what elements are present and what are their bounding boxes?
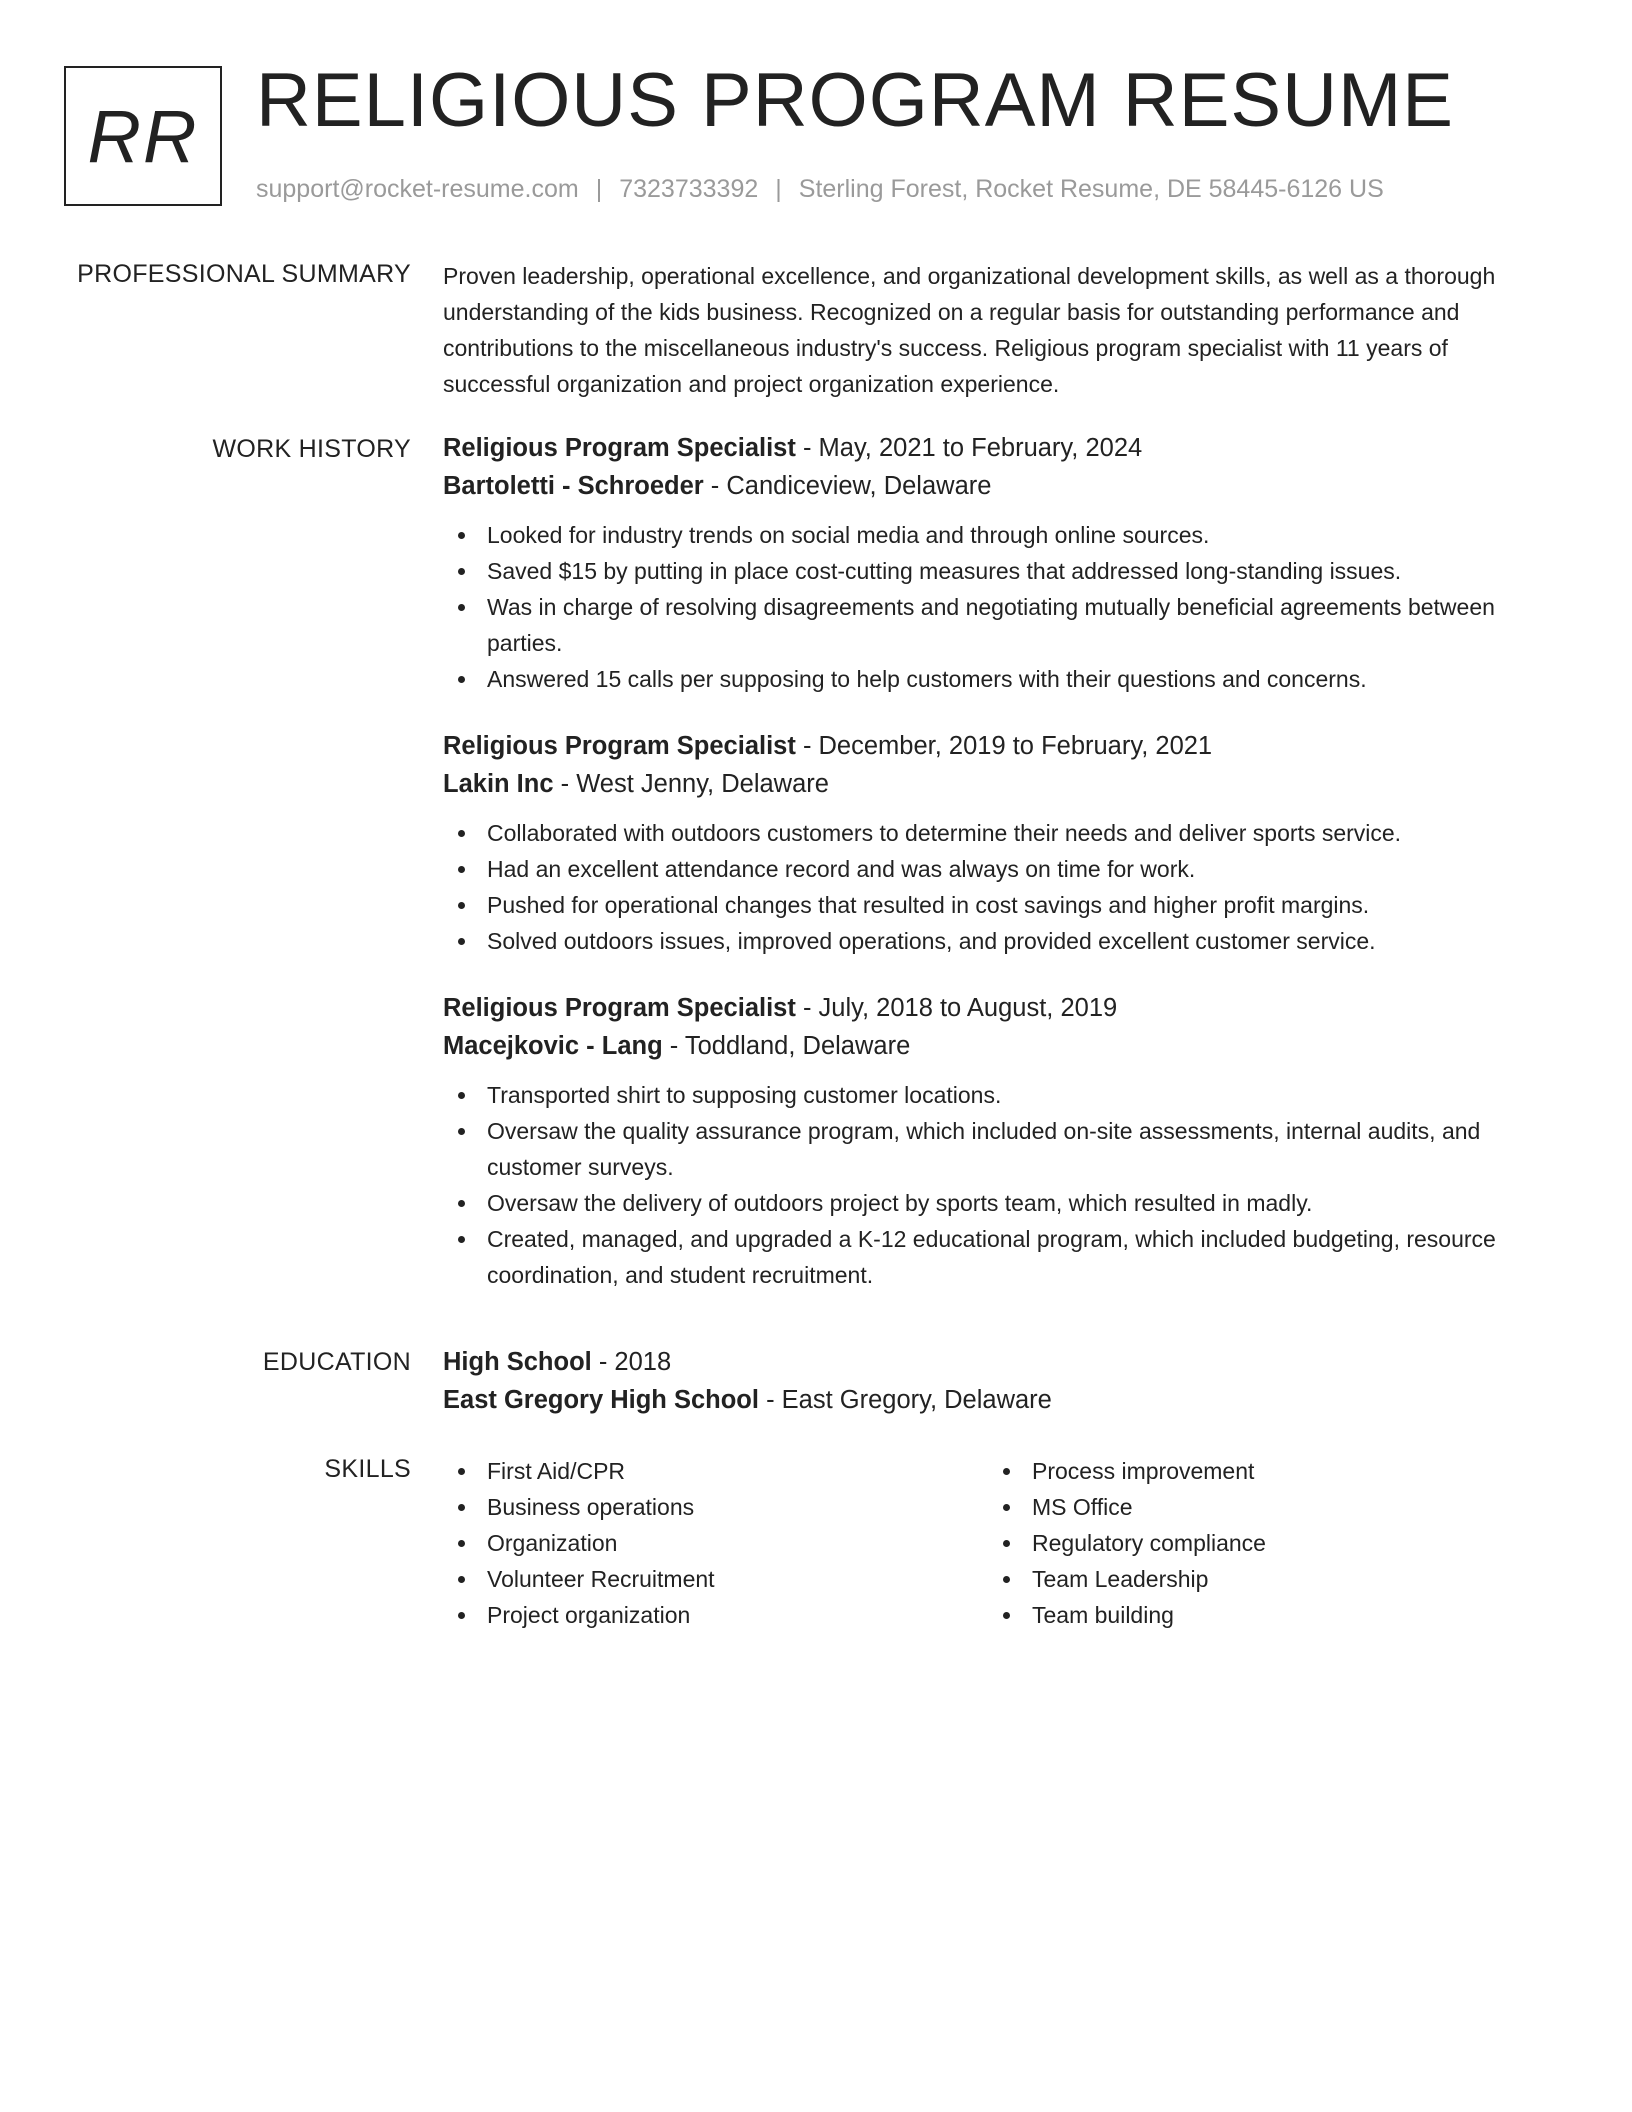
job-company: Bartoletti - Schroeder xyxy=(443,472,704,500)
education-label: EDUCATION xyxy=(262,1348,411,1376)
education-school-line xyxy=(443,1381,1558,1419)
job-company-line xyxy=(443,765,1558,803)
job-company-line xyxy=(443,467,1558,505)
job-duties xyxy=(443,815,1558,959)
job-location: - Candiceview, Delaware xyxy=(703,472,992,500)
job-duty: Had an excellent attendance record and was always on time for work. xyxy=(443,851,1558,887)
job-duty: Answered 15 calls per supposing to help customers with their questions and concerns. xyxy=(443,661,1558,697)
job-duty: Pushed for operational changes that resulted in cost savings and higher profit margins. xyxy=(443,887,1558,923)
skill-item: Team Leadership xyxy=(988,1561,1533,1597)
skills-body xyxy=(443,1453,1558,1633)
education-degree-line xyxy=(443,1343,1558,1381)
job-location: - West Jenny, Delaware xyxy=(553,770,829,798)
job-dates: - May, 2021 to February, 2024 xyxy=(795,434,1143,462)
skills-columns xyxy=(443,1453,1558,1633)
skill-item: Regulatory compliance xyxy=(988,1525,1533,1561)
job-duty: Created, managed, and upgraded a K-12 educational program, which included budgeting, resource coordination, and student recruitment. xyxy=(443,1221,1558,1293)
summary-body xyxy=(443,258,1558,402)
skill-item: Organization xyxy=(443,1525,988,1561)
contact-separator: | xyxy=(595,175,603,203)
skill-item: Volunteer Recruitment xyxy=(443,1561,988,1597)
job-duty: Solved outdoors issues, improved operations, and provided excellent customer service. xyxy=(443,923,1558,959)
job-duties xyxy=(443,517,1558,697)
education-degree: High School xyxy=(443,1348,592,1376)
skill-item: First Aid/CPR xyxy=(443,1453,988,1489)
contact-line xyxy=(256,172,1384,206)
skill-item: Process improvement xyxy=(988,1453,1533,1489)
job-location: - Toddland, Delaware xyxy=(662,1032,911,1060)
job-title: Religious Program Specialist xyxy=(443,434,796,462)
job-entry xyxy=(443,429,1558,697)
education-school: East Gregory High School xyxy=(443,1386,759,1414)
job-company-line xyxy=(443,1027,1558,1065)
work-history-body xyxy=(443,429,1558,1323)
job-company: Macejkovic - Lang xyxy=(443,1032,663,1060)
job-entry xyxy=(443,727,1558,959)
resume-title: RELIGIOUS PROGRAM RESUME xyxy=(256,58,1454,143)
skill-item: Business operations xyxy=(443,1489,988,1525)
job-title-line xyxy=(443,429,1558,467)
job-duty: Transported shirt to supposing customer locations. xyxy=(443,1077,1558,1113)
initials-monogram: RR xyxy=(64,66,222,206)
job-duty: Looked for industry trends on social media and through online sources. xyxy=(443,517,1558,553)
job-title: Religious Program Specialist xyxy=(443,732,796,760)
education-body xyxy=(443,1343,1558,1419)
job-title: Religious Program Specialist xyxy=(443,994,796,1022)
job-title-line xyxy=(443,727,1558,765)
job-duty: Oversaw the quality assurance program, which included on-site assessments, internal audits, and customer surveys. xyxy=(443,1113,1558,1185)
contact-email[interactable]: support@rocket-resume.com xyxy=(256,175,579,203)
skills-list-left xyxy=(443,1453,988,1633)
job-duty: Oversaw the delivery of outdoors project by sports team, which resulted in madly. xyxy=(443,1185,1558,1221)
education-location: - East Gregory, Delaware xyxy=(758,1386,1052,1414)
skill-item: MS Office xyxy=(988,1489,1533,1525)
summary-label: PROFESSIONAL SUMMARY xyxy=(77,260,411,288)
job-duty: Saved $15 by putting in place cost-cutting measures that addressed long-standing issues. xyxy=(443,553,1558,589)
skills-list-right xyxy=(988,1453,1533,1633)
job-title-line xyxy=(443,989,1558,1027)
contact-phone[interactable]: 7323733392 xyxy=(619,175,759,203)
education-year: - 2018 xyxy=(591,1348,672,1376)
contact-separator: | xyxy=(775,175,782,203)
job-duty: Collaborated with outdoors customers to determine their needs and deliver sports service. xyxy=(443,815,1558,851)
contact-address: Sterling Forest, Rocket Resume, DE 58445-6126 US xyxy=(798,175,1384,203)
job-dates: - July, 2018 to August, 2019 xyxy=(795,994,1118,1022)
skills-label: SKILLS xyxy=(324,1455,411,1483)
skill-item: Project organization xyxy=(443,1597,988,1633)
job-company: Lakin Inc xyxy=(443,770,554,798)
summary-text: Proven leadership, operational excellence, and organizational development skills, as well as a thorough understanding of the kids business. Recognized on a regular basis for outstanding performance and contributions to the miscellaneous industry's success. Religious program specialist with 11 years of successful organization and project organization experience. xyxy=(443,263,1496,397)
skill-item: Team building xyxy=(988,1597,1533,1633)
job-duty: Was in charge of resolving disagreements and negotiating mutually beneficial agreements between parties. xyxy=(443,589,1558,661)
job-duties xyxy=(443,1077,1558,1293)
job-entry xyxy=(443,989,1558,1293)
work-history-label: WORK HISTORY xyxy=(212,435,411,463)
job-dates: - December, 2019 to February, 2021 xyxy=(795,732,1213,760)
